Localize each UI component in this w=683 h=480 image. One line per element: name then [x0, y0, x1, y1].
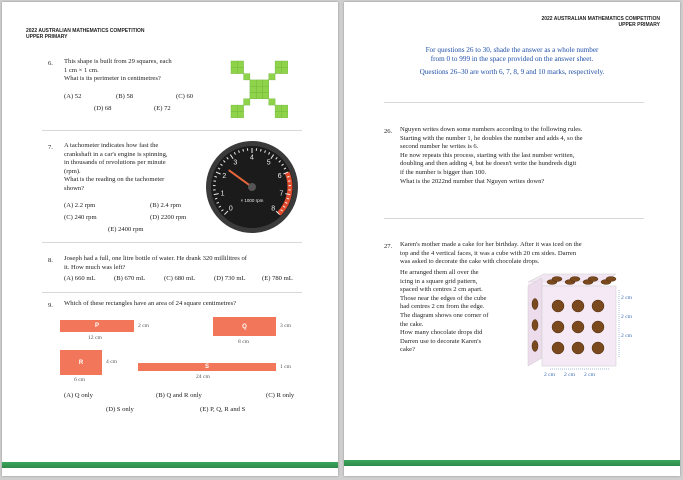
rectangle-q: Q — [213, 317, 276, 336]
divider — [384, 102, 644, 103]
shape-square — [231, 61, 237, 67]
shape-square — [231, 105, 237, 111]
q6-cross-shape — [227, 57, 292, 122]
dial-unit: × 1000 rpm — [240, 198, 264, 203]
dial-number: 6 — [277, 173, 282, 181]
q26-line: What is the 2022nd number that Nguyen writes down? — [400, 177, 545, 185]
q7-option-c: (C) 240 rpm — [64, 214, 97, 221]
shape-square — [269, 74, 275, 80]
shape-square — [263, 86, 269, 92]
shape-square — [250, 80, 256, 86]
q8-option-e: (E) 780 mL — [262, 275, 293, 282]
q7-option-a: (A) 2.2 rpm — [64, 202, 96, 209]
q7-option-e: (E) 2400 rpm — [108, 226, 144, 233]
footer-band — [2, 462, 338, 468]
q27-line: He arranged them all over the — [400, 269, 479, 276]
q27-text-narrow — [400, 269, 530, 355]
header-line1: 2022 AUSTRALIAN MATHEMATICS COMPETITION — [541, 16, 660, 22]
shape-square — [231, 111, 237, 117]
dial-number: 8 — [271, 205, 276, 213]
dial-number: 2 — [222, 173, 227, 181]
q27-number: 27. — [384, 243, 393, 250]
marks-note: Questions 26–30 are worth 6, 7, 8, 9 and 10 marks, respectively. — [419, 68, 605, 77]
divider — [384, 218, 644, 219]
shape-square — [275, 105, 281, 111]
q27-line: the cake. — [400, 320, 424, 328]
q6-option-e: (E) 72 — [154, 105, 171, 112]
q9-option-d: (D) S only — [106, 406, 134, 413]
tachometer-dial — [205, 140, 299, 234]
q9-option-e: (E) P, Q, R and S — [200, 406, 246, 413]
chocolate-drop — [570, 277, 580, 282]
chocolate-drop — [552, 342, 564, 354]
q6-option-d: (D) 68 — [94, 105, 112, 112]
instruction-line: For questions 26 to 30, shade the answer as a whole number — [425, 46, 599, 54]
shape-square — [244, 99, 250, 105]
header-line2: UPPER PRIMARY — [26, 34, 68, 40]
dial-hub — [248, 183, 256, 191]
q6-line: This shape is built from 29 squares, each — [64, 58, 172, 65]
q9-text: Which of these rectangles have an area of 24 square centimetres? — [64, 300, 237, 307]
q8-option-b: (B) 670 mL — [114, 275, 146, 282]
q9-option-a: (A) Q only — [64, 392, 93, 399]
page-header — [541, 16, 660, 28]
q26-line: second number he writes is 6. — [400, 143, 479, 151]
q27-line: How many chocolate drops did — [400, 329, 483, 337]
shape-square — [269, 99, 275, 105]
cake-corner-diagram — [526, 272, 666, 380]
dial-number: 7 — [279, 190, 284, 198]
left-page — [2, 2, 338, 476]
dial-number: 1 — [220, 190, 225, 198]
shape-square — [281, 111, 287, 117]
q8-option-d: (D) 730 mL — [214, 275, 246, 282]
q6-line: What is its perimeter in centimetres? — [64, 75, 161, 83]
q26-text — [400, 126, 670, 186]
shape-square — [263, 93, 269, 99]
dial-tick — [243, 149, 244, 151]
q27-line: was asked to decorate the cake with chocolate drops. — [400, 258, 540, 266]
q6-option-a: (A) 52 — [64, 93, 82, 100]
shape-square — [237, 67, 243, 73]
q8-number: 8. — [48, 257, 53, 264]
shape-square — [275, 111, 281, 117]
shape-square — [256, 86, 262, 92]
shape-square — [275, 67, 281, 73]
q27-text-full — [400, 241, 670, 267]
shape-square — [231, 67, 237, 73]
chocolate-drop — [532, 299, 538, 310]
chocolate-drop — [552, 277, 562, 282]
rect-s-width: 24 cm — [196, 374, 210, 380]
q27-line: Karen's mother made a cake for her birthday. After it was iced on the — [400, 241, 582, 248]
shape-square — [237, 111, 243, 117]
q27-line: top and the 4 vertical faces, it was a cube with 20 cm sides. Darren — [400, 249, 577, 257]
chocolate-drop — [532, 341, 538, 352]
rectangle-s: S — [138, 363, 276, 371]
shape-square — [256, 80, 262, 86]
dim-label-bottom: 2 cm — [564, 372, 576, 378]
q26-line: doubling and then adding 4, but he doesn't write the hundreds digit — [400, 160, 577, 168]
q26-line: Nguyen writes down some numbers according to the following rules. — [400, 126, 583, 133]
q7-text — [64, 142, 214, 194]
dial-number: 0 — [228, 205, 233, 213]
chocolate-drop — [588, 277, 598, 282]
shape-square — [281, 61, 287, 67]
q7-line: A tachometer indicates how fast the — [64, 142, 159, 149]
shape-square — [256, 93, 262, 99]
dial-tick — [261, 149, 262, 151]
rect-q-width: 8 cm — [238, 339, 250, 345]
page-header — [26, 28, 145, 40]
chocolate-drop — [552, 300, 564, 312]
dial-number: 4 — [250, 154, 254, 162]
chocolate-drop — [592, 321, 604, 333]
chocolate-drop — [572, 342, 584, 354]
q6-text — [64, 58, 229, 84]
dim-label-bottom: 2 cm — [544, 372, 556, 378]
divider — [42, 292, 302, 293]
q27-line: icing in a square grid pattern, — [400, 277, 478, 285]
chocolate-drop — [592, 300, 604, 312]
q8-option-a: (A) 660 mL — [64, 275, 96, 282]
dim-label-bottom: 2 cm — [584, 372, 596, 378]
q26-number: 26. — [384, 128, 393, 135]
q8-text — [64, 255, 314, 272]
q26-line: Starting with the number 1, he doubles the number and adds 4, so the — [400, 134, 583, 142]
instruction-line: from 0 to 999 in the space provided on the answer sheet. — [430, 55, 594, 64]
shape-square — [275, 61, 281, 67]
chocolate-drop — [572, 300, 584, 312]
rect-p-width: 12 cm — [88, 335, 102, 341]
chocolate-drop — [572, 321, 584, 333]
q6-number: 6. — [48, 60, 53, 67]
chocolate-drop — [606, 277, 616, 282]
dim-label-right: 2 cm — [621, 314, 633, 320]
rect-q-height: 3 cm — [280, 323, 292, 329]
q8-option-c: (C) 680 mL — [164, 275, 196, 282]
dim-label-right: 2 cm — [621, 333, 633, 339]
chocolate-drop — [592, 342, 604, 354]
header-line2: UPPER PRIMARY — [618, 22, 660, 28]
q7-line: What is the reading on the tachometer — [64, 176, 165, 184]
footer-band — [344, 460, 680, 466]
dial-number: 3 — [233, 159, 238, 167]
q9-option-c: (C) R only — [266, 392, 295, 399]
q7-line: in thousands of revolutions per minute — [64, 159, 166, 167]
rect-r-width: 6 cm — [74, 377, 86, 383]
chocolate-drop — [552, 321, 564, 333]
shape-square — [244, 74, 250, 80]
q7-number: 7. — [48, 144, 53, 151]
header-line1: 2022 AUSTRALIAN MATHEMATICS COMPETITION — [26, 28, 145, 34]
q7-line: crankshaft in a car's engine is spinning, — [64, 150, 168, 158]
shape-square — [281, 105, 287, 111]
shape-square — [250, 93, 256, 99]
divider — [42, 130, 302, 131]
q6-option-c: (C) 60 — [176, 93, 194, 100]
q27-line: had centres 2 cm from the edge. — [400, 303, 485, 311]
q8-line: Joseph had a full, one litre bottle of water. He drank 320 millilitres of — [64, 255, 247, 262]
q26-line: He now repeats this process, starting with the last number written, — [400, 151, 575, 159]
q8-line: it. How much was left? — [64, 263, 126, 271]
right-page — [344, 2, 680, 476]
rect-r-height: 4 cm — [106, 359, 118, 365]
shape-square — [237, 105, 243, 111]
q27-line: Darren use to decorate Karen's — [400, 337, 482, 345]
q27-line: cake? — [400, 346, 416, 354]
shape-square — [237, 61, 243, 67]
shape-square — [263, 80, 269, 86]
shape-square — [281, 67, 287, 73]
q27-line: Those near the edges of the cube — [400, 294, 487, 302]
dial-tick — [214, 176, 216, 177]
divider — [42, 242, 302, 243]
dial-tick — [287, 176, 289, 177]
rect-p-height: 2 cm — [138, 323, 150, 329]
instructions — [354, 46, 670, 78]
q6-option-b: (B) 58 — [116, 93, 134, 100]
q7-option-b: (B) 2.4 rpm — [150, 202, 181, 209]
rectangle-p: P — [60, 320, 134, 332]
chocolate-drop — [532, 320, 538, 331]
rect-s-height: 1 cm — [280, 364, 292, 370]
q7-line: shown? — [64, 184, 85, 192]
dial-number: 5 — [266, 159, 271, 167]
q7-line: (rpm). — [64, 167, 81, 175]
q6-line: 1 cm × 1 cm. — [64, 66, 99, 74]
q9-option-b: (B) Q and R only — [156, 392, 202, 399]
q27-line: The diagram shows one corner of — [400, 311, 489, 319]
q7-option-d: (D) 2200 rpm — [150, 214, 187, 221]
dim-label-right: 2 cm — [621, 295, 633, 301]
q9-number: 9. — [48, 302, 53, 309]
rectangle-r: R — [60, 350, 102, 375]
q27-line: spaced with centres 2 cm apart. — [400, 286, 483, 294]
shape-square — [250, 86, 256, 92]
q26-line: if the number is bigger than 100. — [400, 168, 487, 176]
